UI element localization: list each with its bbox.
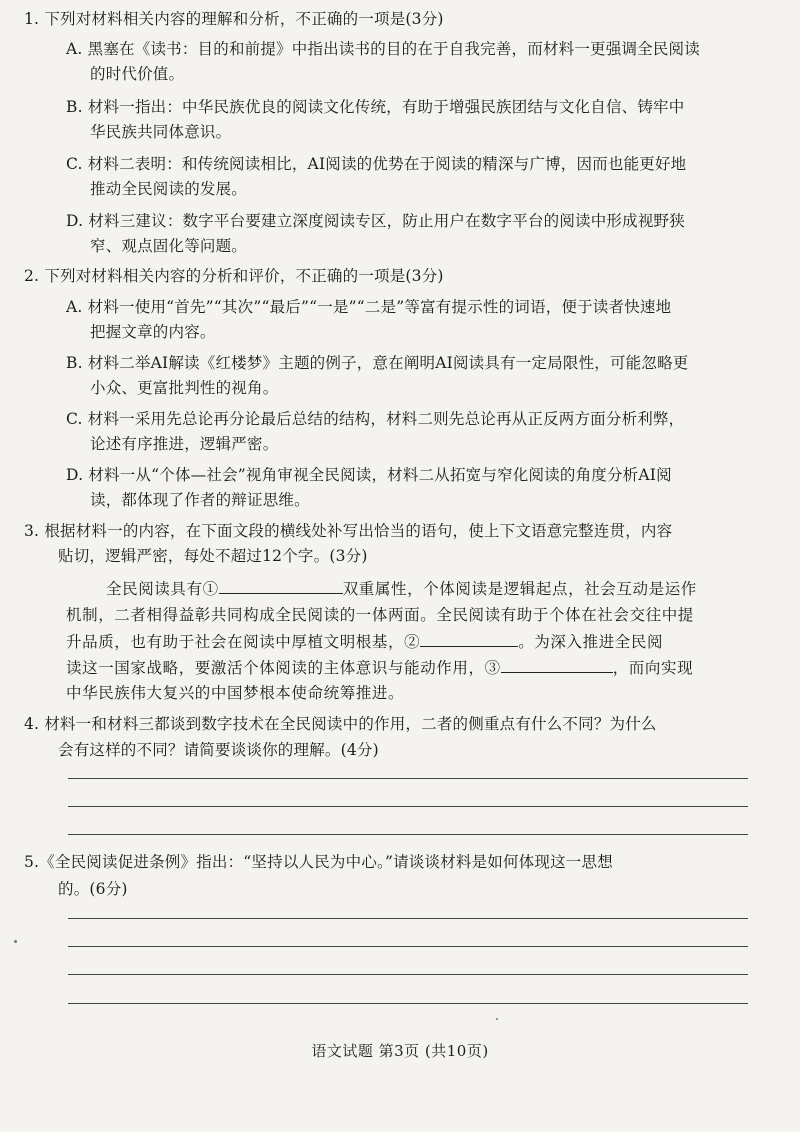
q3-passage-text: 读这一国家战略，要激活个体阅读的主体意识与能动作用，③ <box>66 659 501 677</box>
question-5-stem-line2: 的。(6分) <box>58 880 128 898</box>
q1-option-c-line2: 推动全民阅读的发展。 <box>90 180 248 198</box>
q3-passage-line4 <box>66 656 693 679</box>
answer-line[interactable] <box>68 946 748 947</box>
answer-line[interactable] <box>68 1003 748 1004</box>
q1-option-c-line1: C. 材料二表明：和传统阅读相比，AI阅读的优势在于阅读的精深与广博，因而也能更好地 <box>66 155 687 173</box>
question-4-stem-line2: 会有这样的不同？请简要谈谈你的理解。(4分) <box>58 741 379 759</box>
q2-option-d-line1: D. 材料一从“个体—社会”视角审视全民阅读，材料二从拓宽与窄化阅读的角度分析AI阅 <box>66 466 672 484</box>
q1-option-d-line2: 窄、观点固化等问题。 <box>90 237 248 255</box>
q2-option-b-line2: 小众、更富批判性的视角。 <box>90 379 279 397</box>
answer-blank-1[interactable] <box>219 577 343 594</box>
q2-option-c-line1: C. 材料一采用先总论再分论最后总结的结构，材料二则先总论再从正反两方面分析利弊， <box>66 410 685 428</box>
answer-line[interactable] <box>68 974 748 975</box>
question-3-stem-line1: 3. 根据材料一的内容，在下面文段的横线处补写出恰当的语句，使上下文语意完整连贯，内容 <box>24 522 673 540</box>
q1-option-d-line1: D. 材料三建议：数字平台要建立深度阅读专区，防止用户在数字平台的阅读中形成视野狭 <box>66 212 685 230</box>
question-2-stem: 2. 下列对材料相关内容的分析和评价，不正确的一项是(3分) <box>24 267 444 285</box>
q3-passage-text: 全民阅读具有① <box>106 580 219 598</box>
q3-passage-line5: 中华民族伟大复兴的中国梦根本使命统筹推进。 <box>66 684 405 702</box>
q2-option-d-line2: 读，都体现了作者的辩证思维。 <box>90 491 310 509</box>
scan-speck <box>14 940 17 943</box>
q3-passage-line1 <box>106 577 697 600</box>
answer-line[interactable] <box>68 806 748 807</box>
q1-option-a-line1: A. 黑塞在《读书：目的和前提》中指出读书的目的在于自我完善，而材料一更强调全民阅读 <box>66 40 700 58</box>
q2-option-b-line1: B. 材料二举AI解读《红楼梦》主题的例子，意在阐明AI阅读具有一定局限性，可能忽略更 <box>66 354 689 372</box>
q3-passage-line3 <box>66 630 663 653</box>
q3-passage-text: ，而向实现 <box>612 659 694 677</box>
page-footer: 语文试题 第3页 (共10页) <box>311 1042 489 1060</box>
q3-passage-text: 升品质，也有助于社会在阅读中厚植文明根基，② <box>66 633 421 651</box>
q3-passage-text: 。为深入推进全民阅 <box>518 633 664 651</box>
q1-option-b-line1: B. 材料一指出：中华民族优良的阅读文化传统，有助于增强民族团结与文化自信、铸牢中 <box>66 98 685 116</box>
question-1-stem: 1. 下列对材料相关内容的理解和分析，不正确的一项是(3分) <box>24 10 444 28</box>
question-5-stem-line1: 5.《全民阅读促进条例》指出：“坚持以人民为中心。”请谈谈材料是如何体现这一思想 <box>24 853 613 871</box>
question-3-stem-line2: 贴切，逻辑严密，每处不超过12个字。(3分) <box>58 547 368 565</box>
answer-blank-2[interactable] <box>420 630 518 647</box>
answer-line[interactable] <box>68 834 748 835</box>
q2-option-c-line2: 论述有序推进，逻辑严密。 <box>90 435 279 453</box>
q2-option-a-line1: A. 材料一使用“首先”“其次”“最后”“一是”“二是”等富有提示性的词语，便于读者快速地 <box>66 298 672 316</box>
answer-blank-3[interactable] <box>501 656 613 673</box>
q2-option-a-line2: 把握文章的内容。 <box>90 323 216 341</box>
q3-passage-text: 双重属性，个体阅读是逻辑起点，社会互动是运作 <box>342 580 697 598</box>
q1-option-a-line2: 的时代价值。 <box>90 65 185 83</box>
scan-speck <box>496 1018 498 1020</box>
q3-passage-line2: 机制，二者相得益彰共同构成全民阅读的一体两面。全民阅读有助于个体在社会交往中提 <box>66 606 694 624</box>
question-4-stem-line1: 4. 材料一和材料三都谈到数字技术在全民阅读中的作用，二者的侧重点有什么不同？为什么 <box>24 715 657 733</box>
q1-option-b-line2: 华民族共同体意识。 <box>90 123 232 141</box>
answer-line[interactable] <box>68 778 748 779</box>
answer-line[interactable] <box>68 918 748 919</box>
